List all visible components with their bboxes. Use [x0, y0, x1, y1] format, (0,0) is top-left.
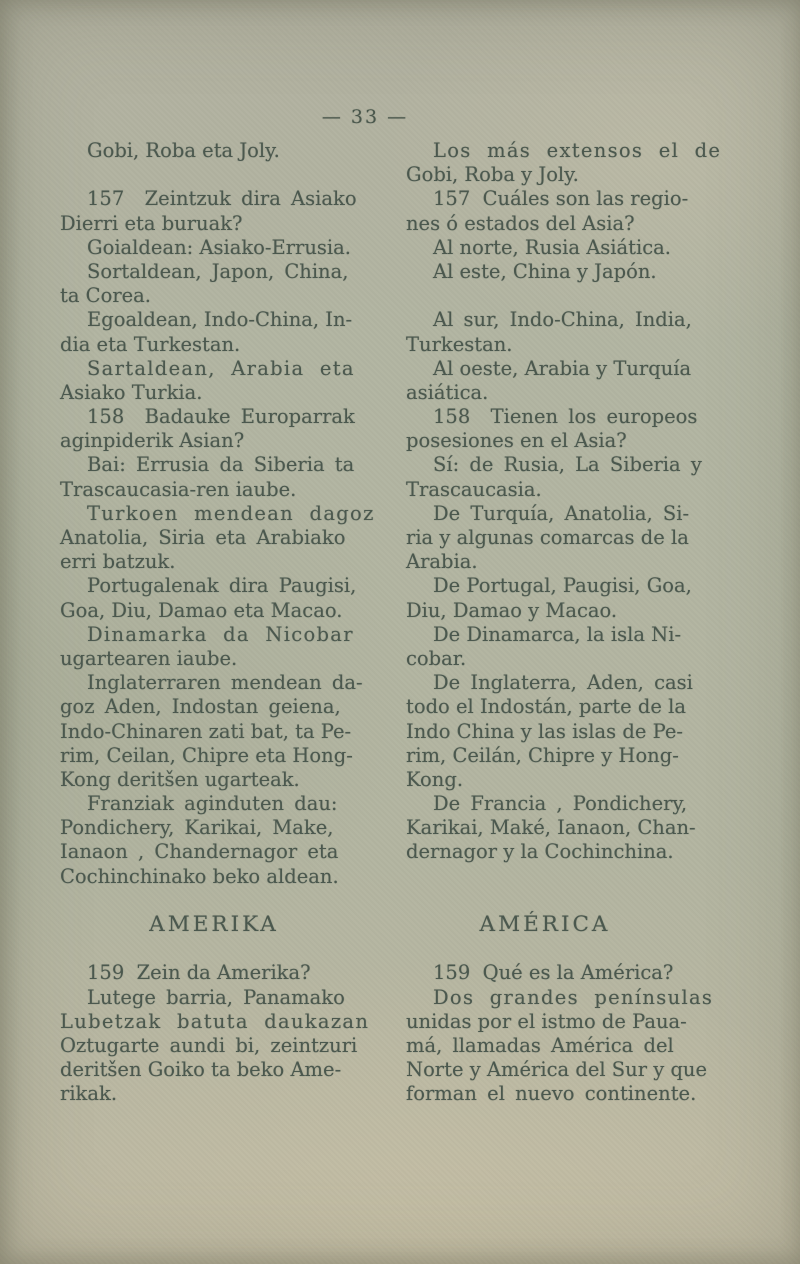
text-line: Sartaldean, Arabia eta — [87, 356, 355, 380]
text-line: De Dinamarca, la isla Ni- — [433, 622, 682, 646]
text-line: Dos grandes penínsulas — [433, 985, 714, 1009]
page-number: — 33 — — [321, 106, 409, 128]
text-line: todo el Indostán, parte de la — [406, 695, 686, 719]
text-line: Asiako Turkia. — [60, 380, 203, 404]
text-line: 157 Zeintzuk dira Asiako — [87, 187, 357, 211]
text-line: Lubetzak batuta daukazan — [60, 1009, 370, 1033]
text-line: ugartearen iaube. — [60, 646, 238, 670]
text-line: posesiones en el Asia? — [406, 429, 627, 453]
text-line: asiática. — [406, 380, 489, 404]
text-line: Egoaldean, Indo-China, In- — [87, 308, 353, 332]
text-line: Indo-Chinaren zati bat, ta Pe- — [60, 719, 352, 743]
text-line: Ianaon , Chandernagor eta — [60, 840, 339, 864]
text-line: De Inglaterra, Aden, casi — [433, 671, 693, 695]
text-line — [60, 889, 368, 913]
text-line: Trascaucasia-ren iaube. — [60, 477, 297, 501]
text-line: Anatolia, Siria eta Arabiako — [60, 526, 346, 549]
text-line: 159 Qué es la América? — [433, 961, 674, 985]
text-line: forman el nuevo continente. — [406, 1082, 697, 1106]
text-line: Goialdean: Asiako-Errusia. — [87, 235, 351, 259]
text-line: Los más extensos el de — [433, 139, 722, 162]
text-line: má, llamadas América del — [406, 1033, 674, 1057]
text-line: Inglaterraren mendean da- — [87, 671, 363, 695]
text-line: Turkestan. — [406, 332, 513, 356]
text-line: Dinamarka da Nicobar — [87, 622, 354, 646]
text-line: 157 Cuáles son las regio- — [433, 187, 689, 211]
text-line: Gobi, Roba y Joly. — [406, 163, 579, 187]
text-line: De Turquía, Anatolia, Si- — [433, 501, 690, 525]
text-line: rim, Ceilán, Chipre y Hong- — [406, 743, 679, 767]
text-line: aginpiderik Asian? — [60, 429, 245, 453]
text-line: Al este, China y Japón. — [433, 259, 657, 283]
text-line: deritšen Goiko ta beko Ame- — [60, 1058, 342, 1082]
text-line: Sortaldean, Japon, China, — [87, 259, 349, 283]
text-line: De Portugal, Paugisi, Goa, — [433, 574, 692, 598]
text-line — [406, 865, 684, 889]
text-line: Dierri eta buruak? — [60, 211, 243, 235]
text-line: Norte y América del Sur y que — [406, 1058, 708, 1082]
text-line: 159 Zein da Amerika? — [87, 961, 311, 985]
text-line: Pondichery, Karikai, Make, — [60, 816, 334, 840]
section-heading: AMÉRICA — [479, 912, 611, 937]
text-line: Franziak aginduten dau: — [87, 792, 338, 816]
text-line: Indo China y las islas de Pe- — [406, 719, 683, 743]
text-line: 158 Tienen los europeos — [433, 405, 698, 429]
text-line — [406, 284, 684, 308]
text-line: dia eta Turkestan. — [60, 332, 241, 356]
text-line: erri batzuk. — [60, 550, 176, 574]
text-line — [60, 163, 368, 187]
text-line: Al norte, Rusia Asiática. — [433, 235, 671, 259]
section-heading: AMERIKA — [149, 912, 279, 937]
text-line: Kong deritšen ugarteak. — [60, 767, 300, 791]
text-line: Arabia. — [406, 550, 478, 574]
text-line: Karikai, Maké, Ianaon, Chan- — [406, 816, 696, 840]
text-line: goz Aden, Indostan geiena, — [60, 695, 341, 719]
text-line: Al sur, Indo-China, India, — [433, 308, 692, 332]
text-line: Diu, Damao y Macao. — [406, 598, 618, 622]
text-line: Bai: Errusia da Siberia ta — [87, 453, 355, 477]
text-line: Lutege barria, Panamako — [87, 985, 345, 1009]
text-line: cobar. — [406, 646, 467, 670]
text-line — [406, 937, 684, 961]
text-line: Portugalenak dira Paugisi, — [87, 574, 357, 598]
text-line: dernagor y la Cochinchina. — [406, 840, 674, 864]
text-line: ta Corea. — [60, 284, 152, 308]
text-line: Trascaucasia. — [406, 477, 542, 501]
text-line: Al oeste, Arabia y Turquía — [433, 356, 692, 380]
text-line: De Francia , Pondichery, — [433, 792, 688, 816]
text-line: ria y algunas comarcas de la — [406, 526, 689, 549]
text-line — [60, 937, 368, 961]
text-line: unidas por el istmo de Paua- — [406, 1009, 687, 1033]
column-right-spanish — [406, 139, 722, 1107]
text-line: Cochinchinako beko aldean. — [60, 864, 339, 888]
text-line — [406, 889, 684, 913]
text-line: Turkoen mendean dagoz — [87, 501, 375, 525]
text-line: rim, Ceilan, Chipre eta Hong- — [60, 743, 353, 767]
text-line: 158 Badauke Europarrak — [87, 405, 355, 429]
column-left-basque — [60, 139, 375, 1107]
text-line: Oztugarte aundi bi, zeintzuri — [60, 1033, 358, 1057]
text-line: rikak. — [60, 1082, 118, 1106]
text-line: Kong. — [406, 767, 464, 791]
text-line: Goa, Diu, Damao eta Macao. — [60, 598, 343, 622]
text-line: Sí: de Rusia, La Siberia y — [433, 453, 702, 477]
text-line: Gobi, Roba eta Joly. — [87, 139, 280, 162]
text-line: nes ó estados del Asia? — [406, 211, 635, 235]
